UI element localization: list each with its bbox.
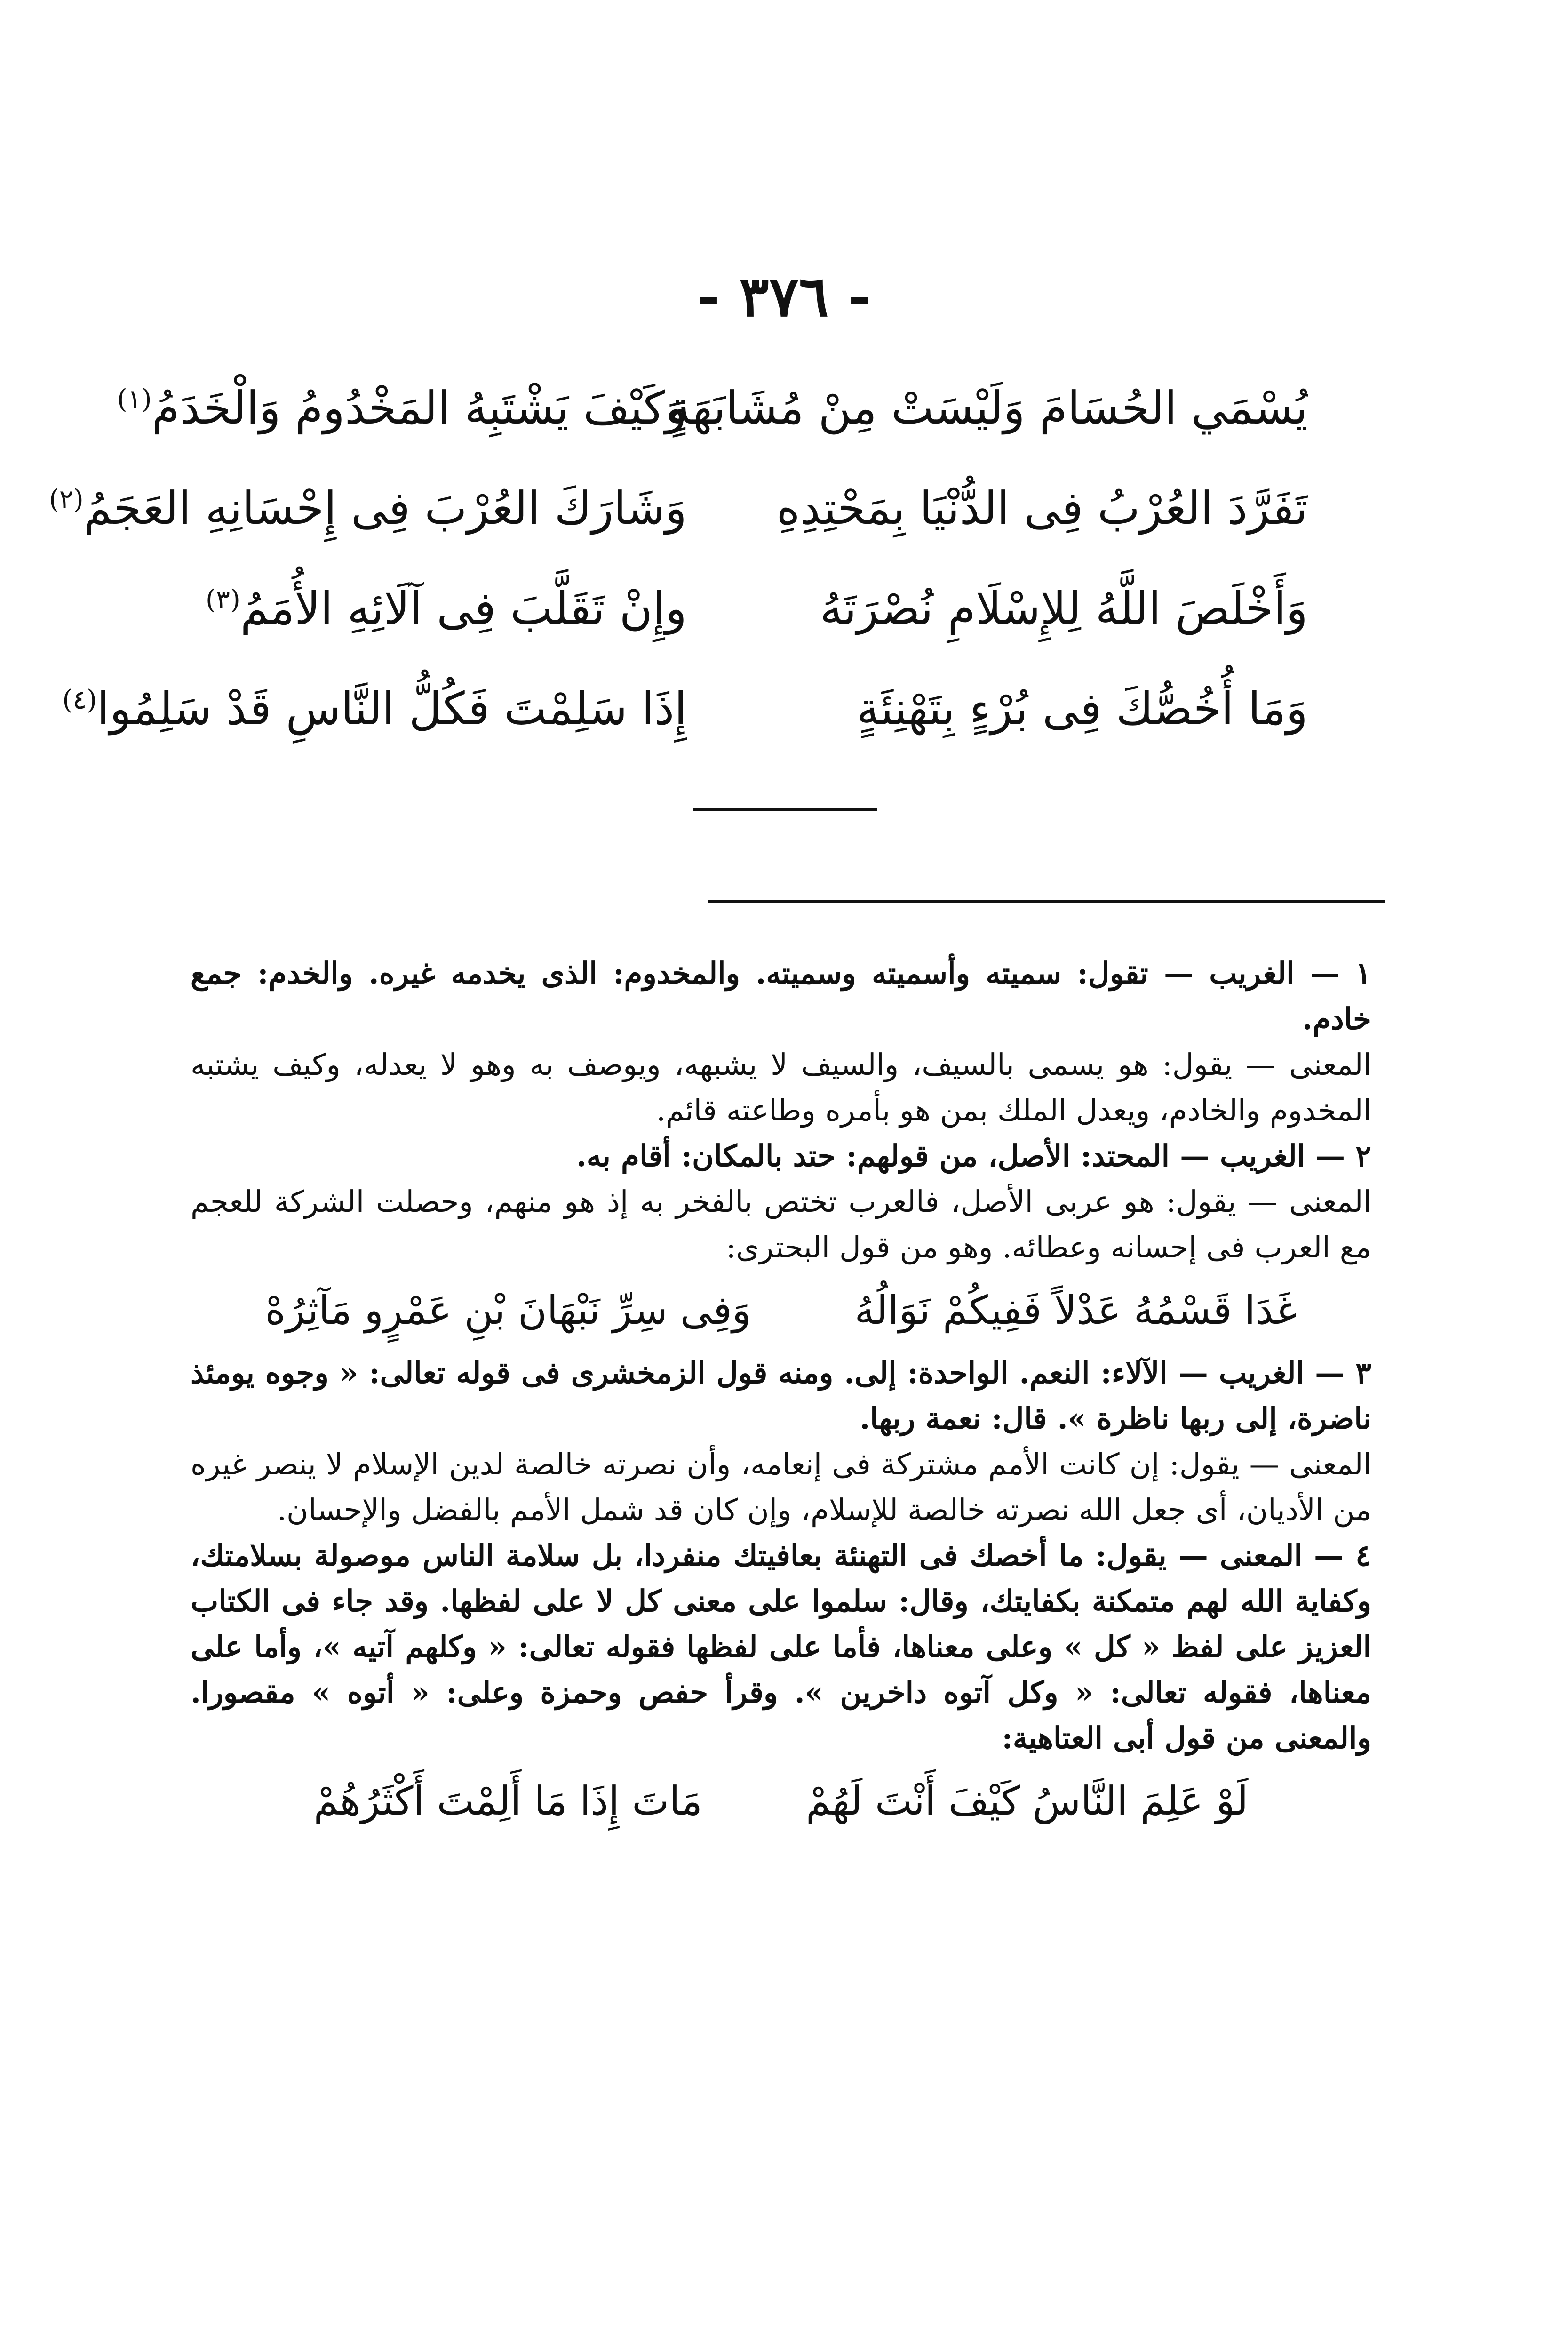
hemistich-first: وَمَا أُخُصُّكَ فِى بُرْءٍ بِتَهْنِئَةٍ xyxy=(856,682,1308,735)
note-1-gharib: ١ — الغريب — تقول: سميته وأسميته وسميته. والمخدوم: الذى يخدمه غيره. والخدم: جمع خادم. xyxy=(191,956,1371,1036)
note-2-gharib: ٢ — الغريب — المحتد: الأصل، من قولهم: حتد بالمكان: أقام به. xyxy=(576,1138,1371,1173)
verse-3 xyxy=(179,558,1308,658)
quoted-verse-buhturi xyxy=(191,1270,1371,1350)
hemistich-second: وَشَارَكَ العُرْبَ فِى إِحْسَانِهِ العَجَمُ$^{(٢)}$ xyxy=(48,481,687,535)
note-3-meaning: المعنى — يقول: إن كانت الأمم مشتركة فى إنعامه، وأن نصرته خالصة لدين الإسلام لا ينصر غيره من الأديان، أى جعل الله نصرته خالصة للإسلام، وإن كان قد شمل الأمم بالفضل والإحسان. xyxy=(191,1447,1371,1527)
quote-hemistich-second: وَفِى سِرِّ نَبْهَانَ بْنِ عَمْرٍو مَآثِرُهْ xyxy=(265,1287,751,1333)
note-1-meaning: المعنى — يقول: هو يسمى بالسيف، والسيف لا يشبهه، ويوصف به وهو لا يعدله، وكيف يشتبه المخدوم والخادم، ويعدل الملك بمن هو بأمره وطاعته قائم. xyxy=(191,1048,1371,1128)
hemistich-first: تَفَرَّدَ العُرْبُ فِى الدُّنْيَا بِمَحْتِدِهِ xyxy=(776,481,1308,535)
verse-4 xyxy=(62,658,1308,759)
hemistich-second: إِذَا سَلِمْتَ فَكُلُّ النَّاسِ قَدْ سَلِمُوا$^{(٤)}$ xyxy=(62,682,687,735)
verse-1 xyxy=(117,358,1308,458)
footnote-rule xyxy=(708,900,1385,903)
verse-2 xyxy=(48,458,1308,558)
quote-hemistich-first: لَوْ عَلِمَ النَّاسُ كَيْفَ أَنْتَ لَهُمْ xyxy=(805,1778,1249,1824)
footnote-ref: (١) xyxy=(117,384,152,415)
footnote-ref: (٢) xyxy=(48,484,84,515)
hemistich-first: وَأَخْلَصَ اللَّهُ لِلإِسْلَامِ نُصْرَتَهُ xyxy=(820,582,1308,635)
hemistich-first: يُسْمَي الحُسَامَ وَلَيْسَتْ مِنْ مُشَابَهَةٍ xyxy=(668,381,1308,434)
quote-hemistich-first: غَدَا قَسْمُهُ عَدْلاً فَفِيكُمْ نَوَالُهُ xyxy=(854,1287,1297,1333)
page-number: - ٣٧٦ - xyxy=(697,264,871,329)
footnote-ref: (٤) xyxy=(62,684,97,715)
footnote-ref: (٣) xyxy=(206,584,240,615)
hemistich-second: وَكَيْفَ يَشْتَبِهُ المَخْدُومُ وَالْخَدَمُ$^{(١)}$ xyxy=(117,381,687,434)
poem xyxy=(48,358,1308,759)
section-divider xyxy=(693,808,877,811)
note-3-gharib: ٣ — الغريب — الآلاء: النعم. الواحدة: إلى. ومنه قول الزمخشرى فى قوله تعالى: « وجوه يومئذ ناضرة، إلى ربها ناظرة ». قال: نعمة ربها. xyxy=(191,1355,1371,1436)
footnotes xyxy=(191,951,1371,1841)
hemistich-second: وإِنْ تَقَلَّبَ فِى آلَائِهِ الأُمَمُ$^{(٣)}$ xyxy=(206,582,687,635)
note-2-meaning: المعنى — يقول: هو عربى الأصل، فالعرب تختص بالفخر به إذ هو منهم، وحصلت الشركة للعجم مع العرب فى إحسانه وعطائه. وهو من قول البحترى: xyxy=(191,1184,1371,1264)
quote-hemistich-second: مَاتَ إِذَا مَا أَلِمْتَ أَكْثَرُهُمْ xyxy=(313,1778,702,1824)
quoted-verse-abu-al-atahiya xyxy=(191,1761,1371,1841)
note-4-meaning: ٤ — المعنى — يقول: ما أخصك فى التهنئة بعافيتك منفردا، بل سلامة الناس موصولة بسلامتك، وكفاية الله لهم متمكنة بكفايتك، وقال: سلموا على معنى كل لا على لفظها. وقد جاء فى الكتاب العزيز على لفظ « كل » وعلى معناها، فأما على لفظها فقوله تعالى: « وكلهم آتيه »، وأما على معناها، فقوله تعالى: « وكل آتوه داخرين ». وقرأ حفص وحمزة وعلى: « أتوه » مقصورا. والمعنى من قول أبى العتاهية: xyxy=(191,1538,1371,1755)
